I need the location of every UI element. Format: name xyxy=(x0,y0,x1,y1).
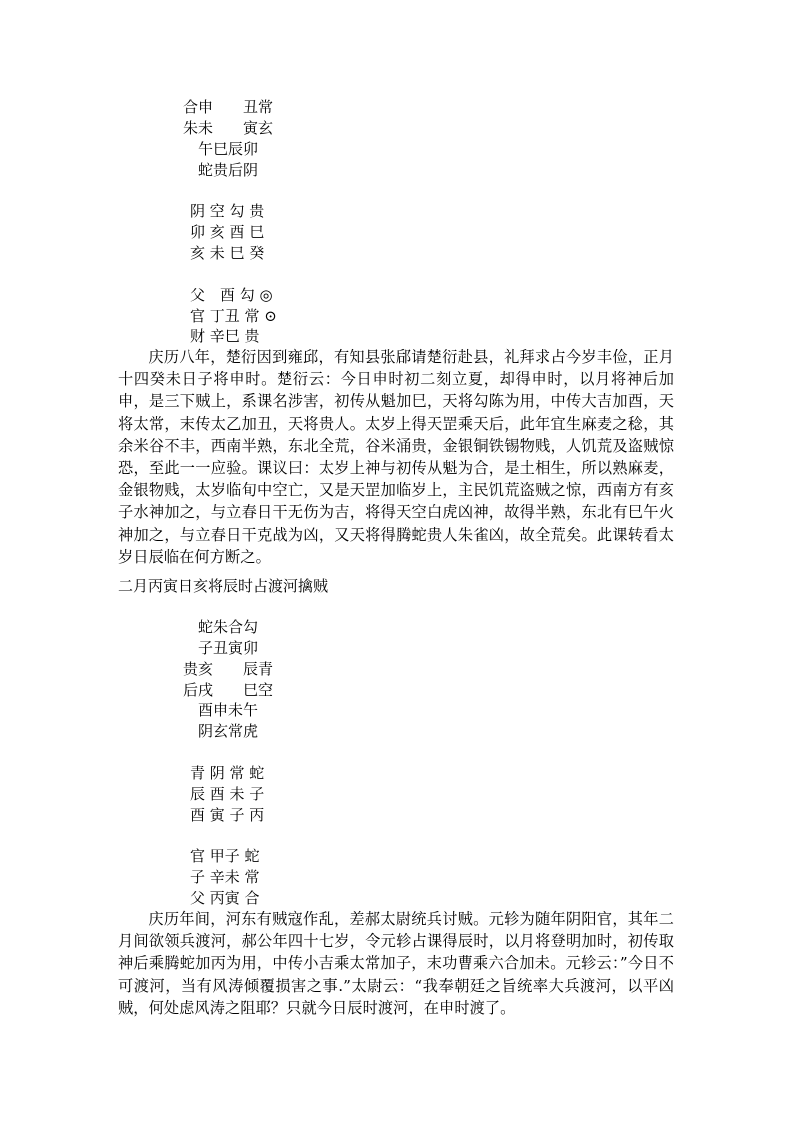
s1-paragraph: 庆历八年，楚衍因到雍邱，有知县张郈请楚衍赴县，礼拜求占今岁丰俭，正月十四癸未日子将申时。楚衍云：今日申时初二刻立夏，却得申时，以月将神后加申，是三下贼上，系课名涉害，初传从魁加巳，天将勾陈为用，中传大吉加酉，天将太常，末传太乙加丑，天将贵人。太岁上得天罡乘天后，此年宜生麻麦之稔，其余米谷不丰，西南半熟，东北全荒，谷米涌贵，金银铜铁锡物贱，人饥荒及盗贼惊恐，至此一一应验。课议曰：太岁上神与初传从魁为合，是土相生，所以熟麻麦，金银物贱，太岁临旬中空亡，又是天罡加临岁上，主民饥荒盗贼之惊，西南方有亥子水神加之，与立春日干无伤为吉，将得天空白虎凶神，故得半熟，东北有巳午火神加之，与立春日干克战为凶，又天将得腾蛇贵人朱雀凶，故全荒矣。此课转看太岁日辰临在何方断之。 xyxy=(118,348,674,566)
s2-chart1-line-5: 酉申未午 xyxy=(183,701,259,719)
s2-chart3-line-3: 父 丙寅 合 xyxy=(190,889,260,907)
s2-paragraph: 庆历年间，河东有贼寇作乱，差郝太尉统兵讨贼。元轸为随年阴阳官，其年二月间欲领兵渡河，郝公年四十七岁，令元轸占课得辰时，以月将登明加时，初传取神后乘腾蛇加丙为用，中传小吉乘太常加子，末功曹乘六合加未。元轸云：”今日不可渡河，当有风涛倾覆损害之事.”太尉云：“我奉朝廷之旨统率大兵渡河，以平凶贼，何处虑风涛之阻耶？只就今日辰时渡河，在申时渡了。 xyxy=(118,910,674,1017)
s1-chart3-line-2: 官 丁丑 常 ⊙ xyxy=(190,307,277,325)
s2-chart3-line-1: 官 甲子 蛇 xyxy=(190,847,260,865)
s1-chart1-line-1: 合申 丑常 xyxy=(183,98,274,116)
s1-chart2-line-1: 阴 空 勾 贵 xyxy=(190,202,265,220)
s2-chart1-line-6: 阴玄常虎 xyxy=(183,722,259,740)
s2-chart1-line-2: 子丑寅卯 xyxy=(183,639,259,657)
s1-chart1-line-4: 蛇贵后阴 xyxy=(183,161,259,179)
s1-chart1-line-2: 朱未 寅玄 xyxy=(183,119,274,137)
s1-chart2-line-3: 亥 未 巳 癸 xyxy=(190,244,265,262)
s2-chart2-line-2: 辰 酉 未 子 xyxy=(190,785,265,803)
s2-chart2-line-3: 酉 寅 子 丙 xyxy=(190,806,265,824)
s2-chart2-line-1: 青 阴 常 蛇 xyxy=(190,764,265,782)
s2-chart3-line-2: 子 辛未 常 xyxy=(190,868,260,886)
s1-chart3-line-3: 财 辛巳 贵 xyxy=(190,327,260,345)
s1-chart3-line-1: 父 酉 勾 ◎ xyxy=(190,286,273,304)
s2-chart1-line-1: 蛇朱合勾 xyxy=(183,618,259,636)
s1-chart2-line-2: 卯 亥 酉 巳 xyxy=(190,223,265,241)
s1-chart1-line-3: 午巳辰卯 xyxy=(183,140,259,158)
s2-heading: 二月丙寅日亥将辰时占渡河擒贼 xyxy=(118,577,329,595)
s2-chart1-line-3: 贵亥 辰青 xyxy=(183,660,274,678)
s2-chart1-line-4: 后戌 巳空 xyxy=(183,681,274,699)
